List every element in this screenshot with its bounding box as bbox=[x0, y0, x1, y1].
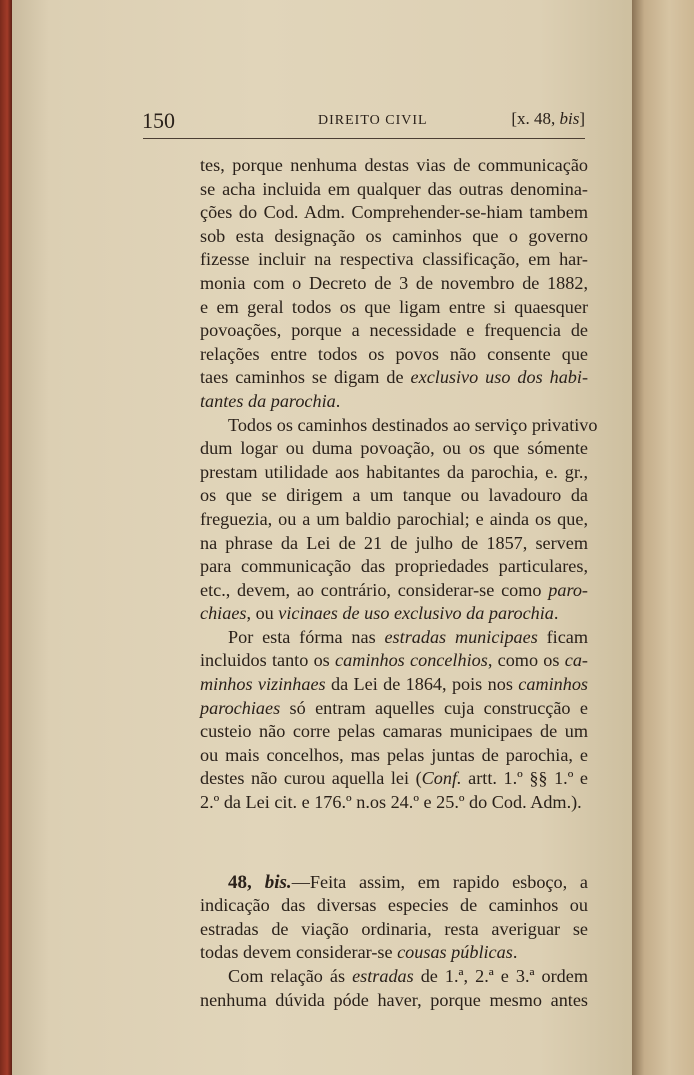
text-run: os que se dirigem a um tanque ou lavadouro da bbox=[200, 485, 588, 506]
italic-text: paro- bbox=[548, 579, 588, 600]
text-line bbox=[200, 555, 588, 579]
text-line bbox=[200, 697, 588, 721]
text-run: na phrase da Lei de 21 de julho de 1857, servem bbox=[200, 532, 588, 553]
text-run: monia com o Decreto de 3 de novembro de 1882, bbox=[200, 272, 588, 293]
section-heading bbox=[228, 872, 292, 893]
section-number: 48, bbox=[228, 871, 265, 893]
text-run: Por esta fórma nas bbox=[228, 626, 385, 647]
text-line bbox=[200, 532, 588, 556]
text-run: ções do Cod. Adm. Comprehender-se-hiam tambem bbox=[200, 202, 588, 223]
text-run: povoações, porque a necessidade e frequencia de bbox=[200, 320, 588, 341]
italic-text: chiaes bbox=[200, 603, 247, 624]
italic-text: caminhos concelhios bbox=[335, 650, 488, 671]
italic-text: vicinaes de uso exclusivo da parochia bbox=[278, 603, 554, 624]
text-line bbox=[200, 366, 588, 390]
text-run: se acha incluida em qualquer das outras denomina- bbox=[200, 178, 588, 199]
text-run: nenhuma dúvida póde haver, porque mesmo antes bbox=[200, 989, 588, 1010]
text-run: —Feita assim, em rapido esboço, a bbox=[291, 871, 588, 892]
text-run: ou mais concelhos, mas pelas juntas de parochia, e bbox=[200, 744, 588, 765]
text-line bbox=[200, 989, 588, 1013]
text-line bbox=[200, 602, 588, 626]
running-header bbox=[142, 106, 585, 132]
text-run: relações entre todos os povos não consente que bbox=[200, 343, 588, 364]
text-line bbox=[200, 626, 588, 650]
header-rule bbox=[143, 138, 585, 139]
italic-text: Conf. bbox=[421, 768, 462, 789]
italic-text: cousas públicas bbox=[397, 942, 513, 963]
text-run: incluidos tanto os bbox=[200, 650, 336, 671]
text-run: . bbox=[553, 603, 559, 624]
text-line bbox=[200, 296, 588, 320]
text-line bbox=[200, 791, 588, 815]
text-line bbox=[200, 673, 588, 697]
text-line bbox=[200, 414, 598, 438]
text-run: , ou bbox=[246, 603, 279, 624]
text-line bbox=[200, 390, 588, 414]
section-bis: bis. bbox=[264, 871, 292, 893]
text-run: da Lei de 1864, pois nos bbox=[325, 674, 519, 695]
text-line bbox=[200, 461, 588, 485]
text-line bbox=[200, 225, 588, 249]
text-run: freguezia, ou a um baldio parochial; e ainda os que, bbox=[200, 508, 588, 529]
text-run: sob esta designação os caminhos que o governo bbox=[200, 225, 588, 246]
text-run: 2.º da Lei cit. e 176.º n.os 24.º e 25.º do Cod. Adm.). bbox=[200, 792, 582, 813]
text-line bbox=[200, 744, 588, 768]
italic-text: estradas municipaes bbox=[384, 626, 538, 647]
italic-text: estradas bbox=[352, 966, 414, 986]
text-run: artt. 1.º §§ 1.º e bbox=[461, 768, 588, 789]
text-line bbox=[200, 508, 588, 532]
text-line bbox=[200, 767, 588, 791]
text-line bbox=[200, 871, 588, 895]
text-run: destes não curou aquella lei ( bbox=[200, 768, 422, 789]
text-line bbox=[200, 248, 588, 272]
book-spine bbox=[0, 0, 12, 1075]
text-run: Todos os caminhos destinados ao serviço privativo bbox=[228, 414, 598, 435]
italic-text: tantes da parochia bbox=[200, 390, 336, 411]
text-line bbox=[200, 201, 588, 225]
text-run: prestam utilidade aos habitantes da parochia, e. gr., bbox=[200, 461, 588, 482]
text-line bbox=[200, 720, 588, 744]
text-run: custeio não corre pelas camaras municipaes de um bbox=[200, 721, 588, 742]
text-line bbox=[200, 894, 588, 918]
text-line bbox=[200, 941, 588, 965]
text-run: . bbox=[512, 942, 518, 963]
italic-text: caminhos bbox=[518, 674, 588, 695]
text-line bbox=[200, 343, 588, 367]
text-run: taes caminhos se digam de bbox=[200, 367, 411, 388]
text-run: . bbox=[335, 390, 341, 411]
text-run: ficam bbox=[537, 626, 588, 647]
text-run: etc., devem, ao contrário, considerar-se como bbox=[200, 579, 549, 600]
text-line bbox=[200, 918, 588, 942]
text-run: de 1.ª, 2.ª e 3.ª ordem bbox=[413, 966, 588, 986]
text-line bbox=[200, 579, 588, 603]
italic-text: minhos vizinhaes bbox=[200, 674, 326, 695]
text-line bbox=[200, 154, 588, 178]
text-run: , como os bbox=[487, 650, 565, 671]
page-number: 150 bbox=[142, 108, 175, 133]
text-run: só entram aquelles cuja construcção e bbox=[280, 697, 588, 718]
text-run: dum logar ou duma povoação, ou os que sómente bbox=[200, 438, 588, 459]
text-line bbox=[200, 437, 588, 461]
italic-text: exclusivo uso dos habi- bbox=[410, 367, 588, 388]
text-run: indicação das diversas especies de caminhos ou bbox=[200, 895, 588, 916]
adjacent-page-edge bbox=[632, 0, 694, 1075]
italic-text: parochiaes bbox=[200, 697, 281, 718]
text-run: fizesse incluir na respectiva classificação, em har- bbox=[200, 249, 588, 270]
text-line bbox=[200, 484, 588, 508]
paragraph-gap bbox=[200, 815, 588, 871]
body-text bbox=[200, 154, 598, 1012]
text-line bbox=[200, 649, 588, 673]
text-run: Com relação ás bbox=[228, 966, 353, 986]
text-line bbox=[200, 319, 588, 343]
italic-text: ca- bbox=[564, 650, 588, 671]
running-title: DIREITO CIVIL bbox=[318, 113, 428, 128]
text-line bbox=[200, 272, 588, 296]
text-run: tes, porque nenhuma destas vias de communicação bbox=[200, 155, 588, 175]
text-run: estradas de viação ordinaria, resta averiguar se bbox=[200, 918, 588, 939]
text-run: todas devem considerar-se bbox=[200, 942, 398, 963]
text-line bbox=[200, 965, 588, 989]
section-reference: [x. 48, bis] bbox=[511, 109, 585, 128]
text-run: e em geral todos os que ligam entre si quaesquer bbox=[200, 296, 588, 317]
text-line bbox=[200, 178, 588, 202]
text-run: para communicação das propriedades particulares, bbox=[200, 556, 588, 577]
